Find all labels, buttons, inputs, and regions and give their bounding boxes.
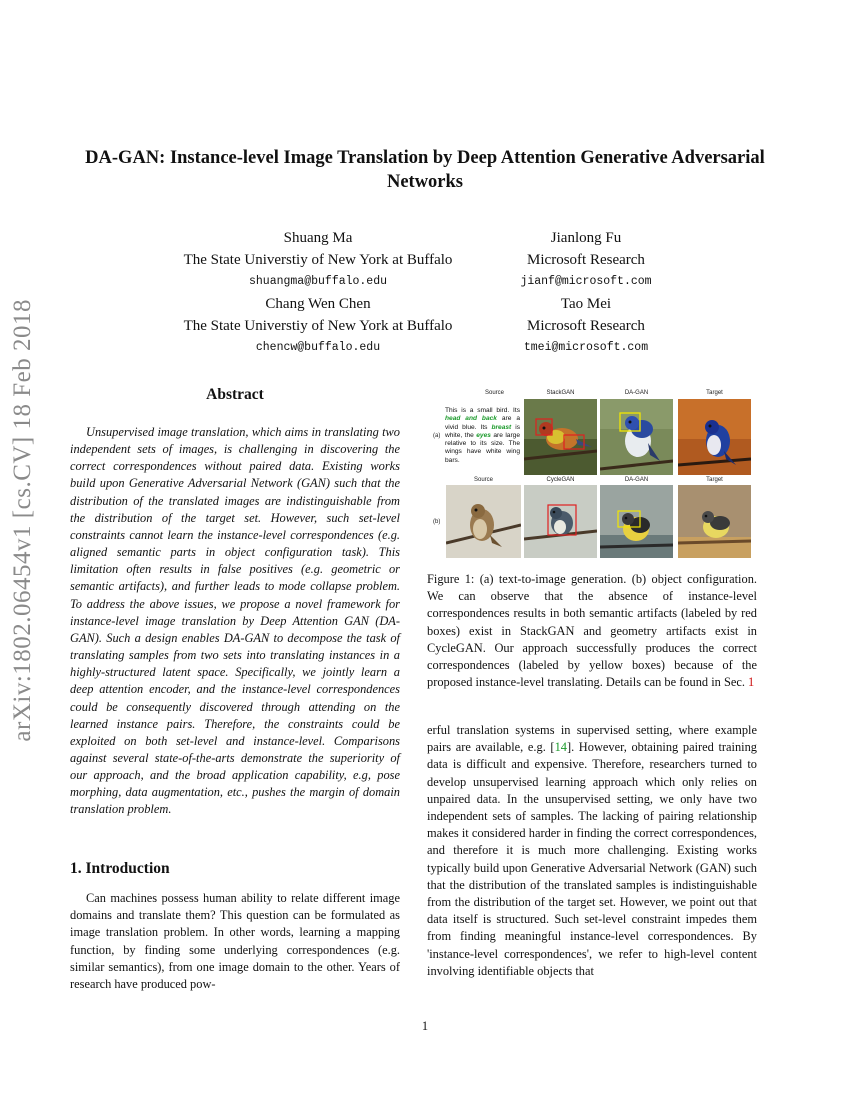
cyclegan-bird-image	[524, 485, 597, 558]
column-label: Source	[484, 390, 504, 396]
desc-highlight: head and back	[445, 415, 497, 423]
caption-text: Figure 1: (a) text-to-image generation. (b) object configuration. We can observe that the absence of instance-level correspondences results in both semantic artifacts (labeled by red boxes) exist in StackGAN and geometry artifacts exist in CycleGAN. Our approach successfully produces the correct correspondences (labeled by yellow boxes) because of the proposed instance-level translating. Details can be found in Sec.	[427, 572, 757, 690]
desc-text: are a vivid blue. Its	[445, 415, 520, 431]
section-link[interactable]: 1	[748, 675, 755, 690]
author-email[interactable]: tmei@microsoft.com	[523, 341, 649, 354]
target-bird-image	[678, 399, 751, 475]
introduction-text: Can machines possess human ability to relate different image domains and translate them? This question can be formulated as image translation problem. In other words, learning a mapping function, by finding some underlying correspondences (e.g. similar semantics), from one image domain to the other. Years of research have produced pow-	[70, 891, 400, 992]
paper-title: DA-GAN: Instance-level Image Translation by Deep Attention Generative Adversarial Networks	[85, 148, 765, 192]
dagan-bird-image	[600, 399, 673, 475]
abstract-text: Unsupervised image translation, which aims in translating two independent sets of images, is challenging in discovering the correct correspondences without paired data. Existing works build upon Generative Adversarial Network (GAN) such that the distribution of the translated images are indistinguishable from the distribution of the target set. However, such set-level constraints cannot learn the instance-level correspondences (e.g. aligned semantic parts in object configuration task). This limitation often results in false positives (e.g. geometric or semantic artifacts), and further leads to mode collapse problem. To address the above issues, we propose a novel framework for instance-level image translation by Deep Attention GAN (DA-GAN). Such a design enables DA-GAN to decompose the task of translating samples from two sets into translating instances in a highly-structured latent space. Specifically, we jointly learn a deep attention encoder, and the instance-level correspondences could be consequently discovered through attending on the learned instance pairs. Therefore, the constraints could be exploited on both set-level and instance-level. Comparisons against several state-of-the-arts demonstrate the superiority of our approach, and the broad application capability, e.g, pose morphing, data augmentation, etc., pushes the margin of domain translation problem.	[70, 425, 400, 817]
author-affiliation: Microsoft Research	[527, 318, 645, 334]
author-affiliation: Microsoft Research	[527, 252, 645, 268]
citation-link[interactable]: 14	[554, 740, 567, 755]
body-text: erful translation systems in supervised setting, where example pairs are available, e.g. [	[427, 723, 757, 755]
arxiv-stamp	[3, 250, 43, 790]
desc-highlight: eyes	[476, 431, 491, 439]
column-label: DA-GAN	[624, 390, 649, 396]
text-description	[445, 407, 520, 465]
column-label: DA-GAN	[624, 477, 649, 483]
introduction-continued	[427, 722, 757, 980]
row-label: (a)	[433, 433, 441, 439]
column-label: Target	[706, 390, 723, 396]
abstract-heading: Abstract	[206, 386, 264, 403]
column-label: StackGAN	[546, 390, 575, 396]
body-text: ]. However, obtaining paired training data is difficult and expensive. Therefore, researchers turned to develop unsupervised learning approach which only relies on unpaired data. In the unsupervised setting, we only have two independent sets of samples. The lacking of pairing relationship makes it considered harder in finding the correct correspondences, and therefore it is much more challenging. Existing works typically build upon Generative Adversarial Network (GAN) such that the distribution of the translated samples is indistinguishable from the distribution of the target set. However, we point out that data itself is structured. Such set-level constraint impedes them from finding meaningful instance-level correspondences. By 'instance-level correspondences', we refer to high-level content involving identifiable objects that	[427, 740, 757, 978]
author-name: Jianlong Fu	[550, 230, 622, 246]
desc-text: is white, the	[445, 423, 521, 439]
author-affiliation: The State Universtiy of New York at Buffalo	[183, 252, 453, 268]
figure-1	[427, 385, 757, 565]
author-email[interactable]: shuangma@buffalo.edu	[248, 275, 388, 288]
column-label: CycleGAN	[546, 477, 575, 483]
figure-caption	[427, 571, 757, 691]
dagan-bird-image-b	[600, 485, 673, 558]
author-block	[170, 293, 466, 358]
column-label: Source	[473, 477, 493, 483]
arxiv-id: arXiv:1802.06454v1 [cs.CV] 18 Feb 2018	[9, 298, 36, 742]
author-block	[505, 227, 667, 292]
author-block	[170, 227, 466, 292]
author-name: Chang Wen Chen	[265, 296, 371, 312]
introduction-heading: 1. Introduction	[70, 860, 170, 877]
page-number: 1	[421, 1019, 429, 1033]
author-block	[505, 293, 667, 358]
column-label: Target	[706, 477, 723, 483]
desc-text: are large relative to its size. The wings have white wing bars.	[445, 431, 520, 464]
author-email[interactable]: jianf@microsoft.com	[520, 275, 652, 288]
author-name: Tao Mei	[560, 296, 612, 312]
author-affiliation: The State Universtiy of New York at Buffalo	[183, 318, 453, 334]
stackgan-bird-image	[524, 399, 597, 475]
desc-highlight: breast	[491, 423, 512, 431]
source-bird-image	[446, 485, 521, 558]
row-label: (b)	[433, 519, 441, 525]
desc-text: This is a small bird. Its	[445, 407, 520, 414]
author-name: Shuang Ma	[283, 230, 353, 246]
author-email[interactable]: chencw@buffalo.edu	[255, 341, 381, 354]
target-bird-image-b	[678, 485, 751, 558]
